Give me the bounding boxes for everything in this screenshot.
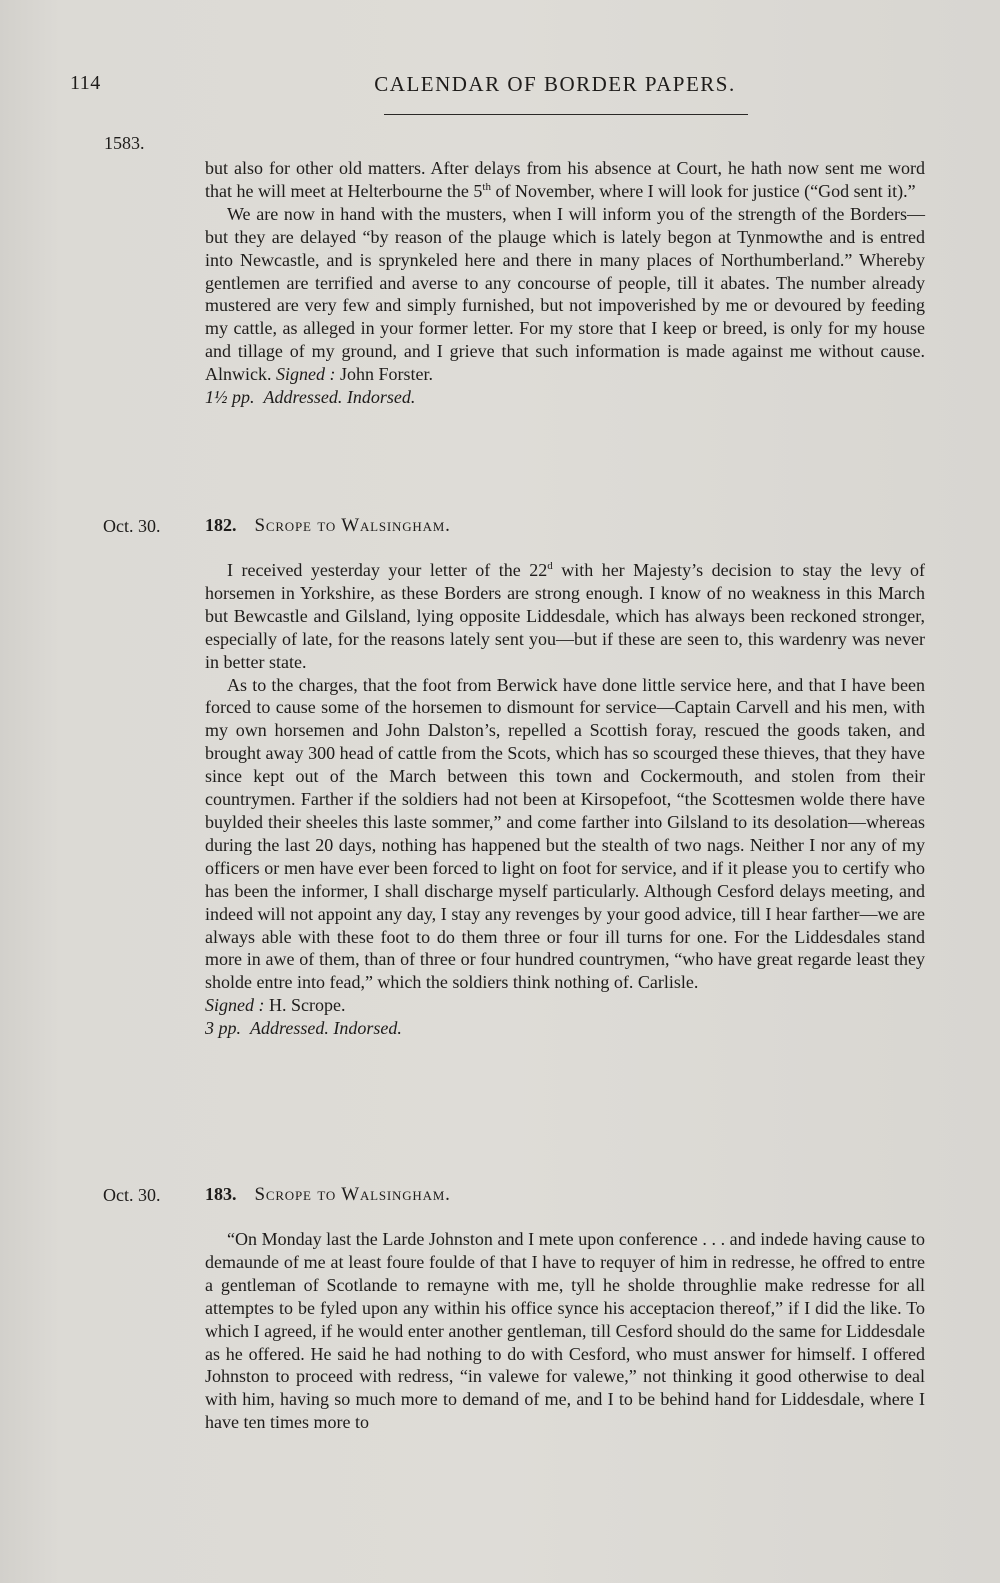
entry-paragraph [205,1228,925,1434]
entry-body [205,559,925,1040]
entry-title: Scrope to Walsingham. [254,515,451,536]
entry-signature [205,994,925,1017]
running-title: CALENDAR OF BORDER PAPERS. [374,72,736,96]
continuation-paragraph-1: but also for other old matters. After delays from his absence at Court, he hath now sent me word that he will meet at Helterbourne the 5th of November, where I will look for justice (“God sent it).” [205,158,925,201]
signed-label: Signed : [205,995,265,1016]
continuation-paragraph-2-text: We are now in hand with the musters, when I will inform you of the strength of the Borders—but they are delayed “by reason of the plauge which is lately begon at Tynmowthe and is entred into Newcastle, and is sprynkeled here and there in many places of Northumberland.” Whereby gentlemen are terrified and averse to any concourse of people, till it abates. The number already mustered are very few and simply furnished, but not impoverished by me or devoured by feeding my cattle, as alleged in your former letter. For my store that I keep or breed, is only for my house and tillage of my ground, and I grieve that such information is made against me without cause. Alnwick. [205,203,925,385]
note-pages: 1½ pp. [205,387,255,408]
entry-number: 183. [205,1184,237,1204]
entry-number: 182. [205,515,237,535]
header-rule [384,114,748,115]
signed-label: Signed : [276,364,336,385]
endorsement-note [205,1017,925,1040]
continuation-block [205,157,925,409]
entry-paragraph [205,674,925,995]
continuation-paragraph-2 [205,203,925,386]
page-number: 114 [70,72,101,94]
entry-date: Oct. 30. [103,1185,161,1205]
note-rest: Addressed. Indorsed. [263,387,416,408]
entry-body [205,1228,925,1434]
entry-title: Scrope to Walsingham. [254,1184,451,1205]
note-rest: Addressed. Indorsed. [250,1018,402,1039]
entry-date: Oct. 30. [103,516,161,536]
entry-heading [205,515,451,537]
year-marker: 1583. [104,133,145,153]
signed-name: H. Scrope. [268,995,346,1016]
page-header [0,72,1000,112]
entry-paragraph-text: “On Monday last the Larde Johnston and I mete upon conference . . . and indede having cause to demaunde of me at least foure foulde of that I have to requyer of him in redresse, he offred to entre a gentleman of Scotlande to remayne with me, tyll he sholde throughlie make redresse for all attemptes to be fyled upon any within his office synce his acceptacion thereof,” if I did the like. To which I agreed, if he would enter another gentleman, till Cesford should do the same for Liddesdale as he offered. He said he had nothing to do with Cesford, who must answer for himself. I offered Johnston to proceed with redress, “in valewe for valewe,” not thinking it good otherwise to deal with him, having so much more to demand of me, and I to be behind hand for Liddesdale, where I have ten times more to [205,1229,925,1433]
entry-paragraph-text: As to the charges, that the foot from Berwick have done little service here, and that I have been forced to cause some of the horsemen to dismount for service—Captain Carvell and his men, with my own horsemen and John Dalston’s, repelled a Scottish foray, rescued the goods taken, and brought away 300 head of cattle from the Scots, which has so scourged these thieves, that they have since kept out of the March between this town and Cockermouth, and stolen from their countrymen. Farther if the soldiers had not been at Kirsopefoot, “the Scottesmen wolde there have buylded their sheeles this laste sommer,” and come farther into Gilsland to its desolation—whereas during the last 20 days, nothing has happened but the stealth of two nags. Neither I nor any of my officers or men have ever been forced to light on foot for service, and if it please you to certify who has been the informer, I shall discharge myself particularly. Although Cesford delays meeting, and indeed will not appoint any day, I stay any revenges by your good advice, till I hear farther—we are always able with these foot to do them three or four ill turns for one. For the Liddesdales stand more in awe of them, than of three or four hundred countrymen, “who have great regarde least they sholde entre into fead,” which the soldiers think nothing of. Carlisle. [205,674,925,993]
signed-name: John Forster. [339,364,433,385]
entry-heading [205,1184,451,1206]
note-pages: 3 pp. [205,1018,241,1039]
endorsement-note [205,386,925,409]
entry-paragraph: I received yesterday your letter of the 22$^d$ with her Majesty’s decision to stay the levy of horsemen in Yorkshire, as these Borders are strong enough. I know of no weakness in this March but Bewcastle and Gilsland, lying opposite Liddesdale, which has always been reckoned stronger, especially of late, for the reasons lately sent you—but if these are seen to, this wardenry was never in better state. [205,560,925,672]
